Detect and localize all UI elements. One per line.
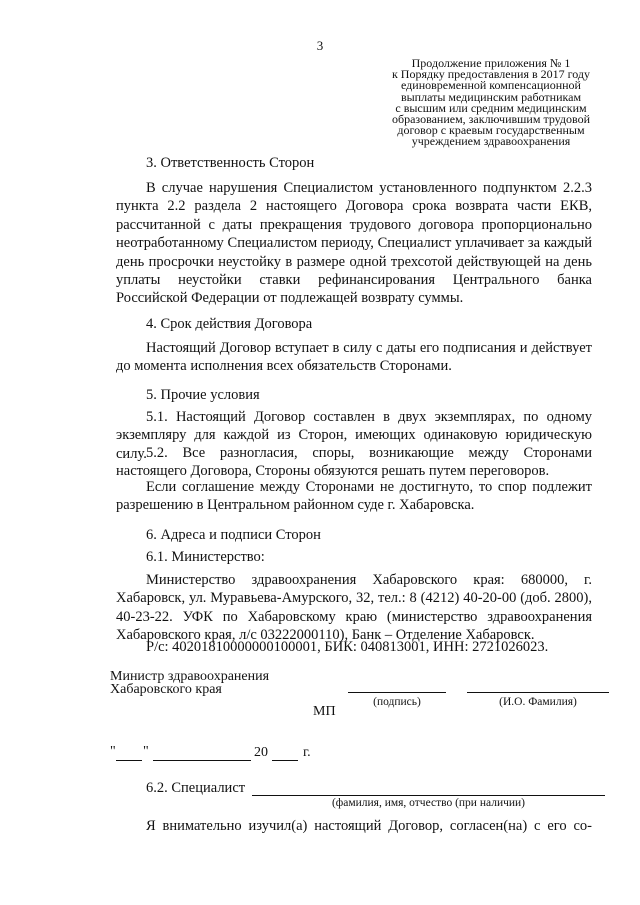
date-quote-close: " xyxy=(143,744,149,759)
specialist-name-line xyxy=(252,795,605,796)
ministry-label: 6.1. Министерство: xyxy=(146,549,265,565)
appendix-line: учреждением здравоохранения xyxy=(411,134,571,149)
date-year-line xyxy=(272,760,298,761)
stamp-mark: МП xyxy=(313,704,336,719)
name-line xyxy=(467,692,609,693)
appendix-line: с высшим или средним медицинским xyxy=(395,100,587,115)
date-year-prefix: 20 xyxy=(254,745,268,760)
specialist-text: Я внимательно изучил(а) настоящий Договор, согласен(на) с его со- xyxy=(146,818,592,834)
appendix-line: выплаты медицинским работникам xyxy=(400,89,582,104)
date-quote-open: " xyxy=(110,744,116,759)
appendix-line: Продолжение приложения № 1 xyxy=(411,56,571,70)
minister-title-line1: Министр здравоохранения xyxy=(110,669,270,684)
section-6-title: 6. Адреса и подписи Сторон xyxy=(146,527,321,543)
section-3-text: В случае нарушения Специалистом установленного подпунктом 2.2.3 пункта 2.2 раздела 2 настоящего Договора срока возврата части ЕКВ, рассчитанной с даты прекращения трудового договора пропорционально неотработанному Специалистом периоду, Специалист уплачивает за каждый день просрочки неустойку в размере одной трехсотой действующей на день уплаты неустойки ставки рефинансирования Центрального банка Российской Федерации от подлежащей возврату суммы. xyxy=(116,180,592,307)
appendix-line: к Порядку предоставления в 2017 году xyxy=(391,67,591,82)
appendix-line: образованием, заключившим трудовой xyxy=(391,112,591,127)
section-3-title: 3. Ответственность Сторон xyxy=(146,155,315,171)
appendix-line: единовременной компенсационной xyxy=(401,78,581,93)
page-number: 3 xyxy=(316,38,324,53)
ministry-text: Министерство здравоохранения Хабаровского края: 680000, г. Хабаровск, ул. Муравьева-Амурского, 32, тел.: 8 (4212) 40-20-00 (доб. 2800), 40-23-22. УФК по Хабаровскому краю (министерство здравоохранения Хабаровского края, л/с 03222000110), Банк – Отделение Хабаровск. xyxy=(116,572,592,644)
section-5-p3: Если соглашение между Сторонами не достигнуто, то спор подлежит разрешению в Центральном районном суде г. Хабаровска. xyxy=(116,479,592,514)
signature-line xyxy=(348,692,446,693)
minister-title-line2: Хабаровского края xyxy=(110,682,222,697)
date-day-line xyxy=(116,760,142,761)
specialist-label: 6.2. Специалист xyxy=(146,780,246,796)
section-4-title: 4. Срок действия Договора xyxy=(146,316,313,332)
section-5-p1: 5.1. Настоящий Договор составлен в двух экземплярах, по одному экземпляру для каждой из Сторон, имеющих одинаковую юридическую силу. xyxy=(116,409,592,462)
section-4-text: Настоящий Договор вступает в силу с даты его подписания и действует до момента исполнения всех обязательств Сторонами. xyxy=(116,340,592,375)
signature-caption: (подпись) xyxy=(373,696,421,708)
date-year-suffix: г. xyxy=(303,745,311,760)
appendix-line: договор с краевым государственным xyxy=(397,123,585,138)
date-month-line xyxy=(153,760,251,761)
specialist-name-caption: (фамилия, имя, отчество (при наличии) xyxy=(331,797,526,809)
section-5-p2: 5.2. Все разногласия, споры, возникающие между Сторонами настоящего Договора, Стороны обязуются решать путем переговоров. xyxy=(116,445,592,480)
name-caption: (И.О. Фамилия) xyxy=(499,696,577,708)
appendix-header xyxy=(380,58,602,148)
section-5-title: 5. Прочие условия xyxy=(146,387,260,403)
bank-details: Р/с: 40201810000000100001, БИК: 040813001, ИНН: 2721026023. xyxy=(146,639,549,655)
